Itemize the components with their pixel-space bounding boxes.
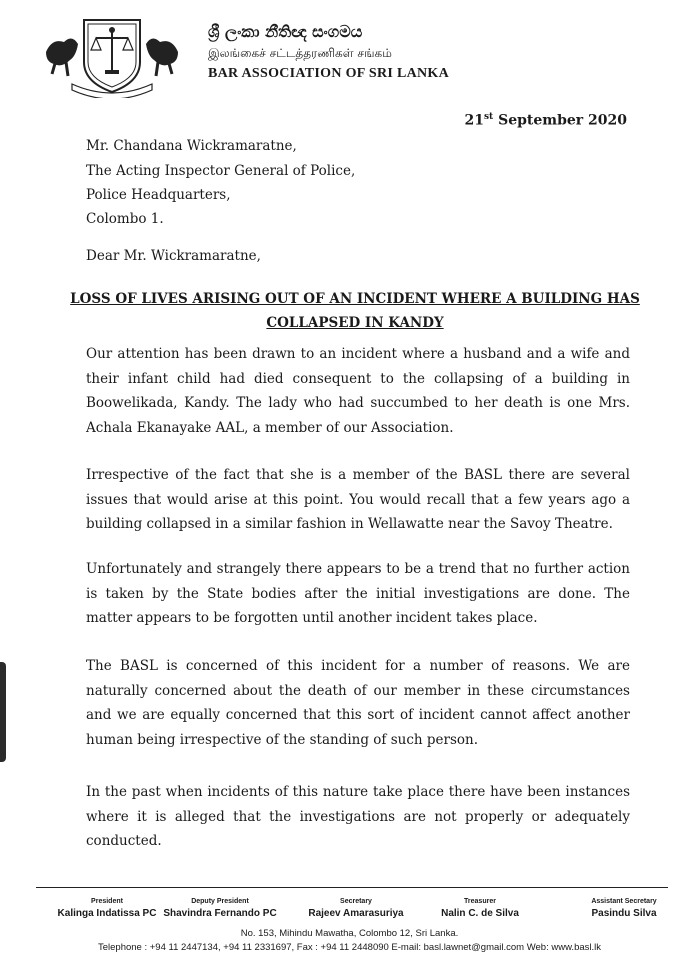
scales-of-justice-crest-icon bbox=[42, 12, 182, 98]
footer-divider bbox=[36, 887, 668, 888]
org-name-english: BAR ASSOCIATION OF SRI LANKA bbox=[208, 66, 449, 81]
body-paragraph: The BASL is concerned of this incident for a number of reasons. We are naturally concerned about the death of our member in these circumstances and we are equally concerned that this sort of incident cannot affect another human being irrespective of the standing of such person. bbox=[86, 658, 630, 748]
officer-assistant-secretary: Assistant Secretary Pasindu Silva bbox=[591, 898, 657, 919]
letter-date: 21st September 2020 bbox=[464, 112, 627, 129]
org-name-sinhala: ශ්‍රී ලංකා නීතිඥ සංගමය bbox=[208, 22, 363, 41]
org-name-tamil: இலங்கைச் சட்டத்தரணிகள் சங்கம் bbox=[208, 46, 392, 60]
body-paragraph: Unfortunately and strangely there appears to be a trend that no further action is taken by the State bodies after the initial investigations are done. The matter appears to be forgotten until another incident takes place. bbox=[86, 561, 630, 626]
footer-contact: Telephone : +94 11 2447134, +94 11 2331697, Fax : +94 11 2448090 E-mail: basl.lawnet@gmail.com Web: www.basl.lk bbox=[98, 942, 601, 953]
recipient-line: Mr. Chandana Wickramaratne, bbox=[86, 138, 297, 154]
letter-subject: LOSS OF LIVES ARISING OUT OF AN INCIDENT WHERE A BUILDING HAS COLLAPSED IN KANDY bbox=[70, 291, 640, 331]
recipient-line: Colombo 1. bbox=[86, 211, 164, 227]
officer-president: President Kalinga Indatissa PC bbox=[57, 898, 157, 919]
body-paragraph: Irrespective of the fact that she is a member of the BASL there are several issues that would arise at this point. You would recall that a few years ago a building collapsed in a similar fashion in Wellawatte near the Savoy Theatre. bbox=[86, 467, 630, 532]
officer-treasurer: Treasurer Nalin C. de Silva bbox=[441, 898, 519, 919]
footer-address: No. 153, Mihindu Mawatha, Colombo 12, Sri Lanka. bbox=[240, 928, 459, 939]
recipient-line: The Acting Inspector General of Police, bbox=[86, 163, 356, 179]
basl-crest-logo bbox=[42, 12, 182, 98]
body-paragraph: In the past when incidents of this nature take place there have been instances where it is alleged that the investigations are not properly or adequately conducted. bbox=[86, 784, 630, 849]
scrollbar-handle[interactable] bbox=[0, 662, 6, 762]
officer-deputy-president: Deputy President Shavindra Fernando PC bbox=[163, 898, 277, 919]
body-paragraph: Our attention has been drawn to an incident where a husband and a wife and their infant child had died consequent to the collapsing of a building in Boowelikada, Kandy. The lady who had succumbed to her death is one Mrs. Achala Ekanayake AAL, a member of our Association. bbox=[86, 346, 630, 436]
officer-secretary: Secretary Rajeev Amarasuriya bbox=[308, 898, 404, 919]
recipient-line: Police Headquarters, bbox=[86, 187, 231, 203]
salutation: Dear Mr. Wickramaratne, bbox=[86, 248, 261, 264]
